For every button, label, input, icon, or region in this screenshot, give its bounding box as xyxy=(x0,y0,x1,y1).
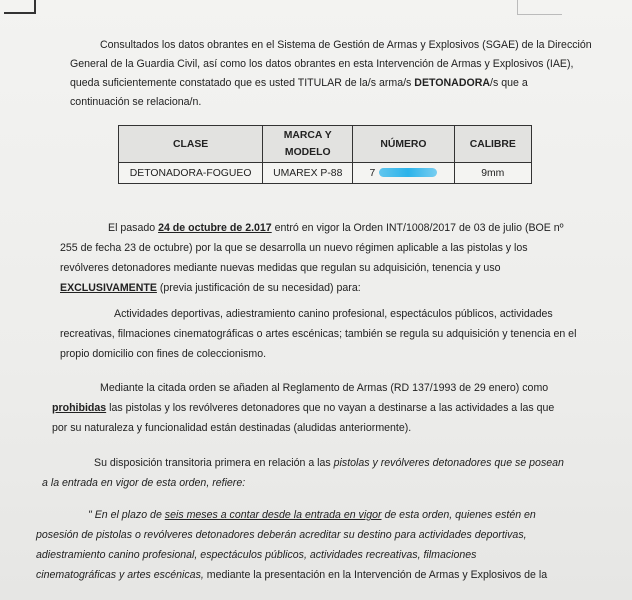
paragraph-orden xyxy=(60,218,590,298)
table-header-row xyxy=(119,126,532,163)
intro-paragraph xyxy=(70,35,610,112)
paragraph-line: Mediante la citada orden se añaden al Reglamento de Armas (RD 137/1993 de 29 enero) como xyxy=(100,382,549,394)
header-clase: CLASE xyxy=(119,126,263,163)
quote-paragraph xyxy=(36,505,612,585)
paragraph-actividades xyxy=(60,304,590,364)
paragraph-line: Actividades deportivas, adiestramiento canino profesional, espectáculos públicos, actividades xyxy=(114,308,553,320)
header-box-edge xyxy=(517,0,562,15)
paragraph-line: 255 de fecha 23 de octubre) por la que se desarrolla un nuevo régimen aplicable a las pistolas y los xyxy=(60,242,528,254)
header-numero: NÚMERO xyxy=(353,126,454,163)
paragraph-line: Su disposición transitoria primera en relación a las pistolas y revólveres detonadores que se posean xyxy=(94,457,564,469)
header-marca: MARCA Y MODELO xyxy=(263,126,353,163)
table-row xyxy=(119,163,532,184)
intro-line: Consultados los datos obrantes en el Sistema de Gestión de Armas y Explosivos (SGAE) de la Dirección xyxy=(100,39,592,51)
paragraph-line: prohibidas las pistolas y los revólveres detonadores que no vayan a destinarse a las actividades a las que xyxy=(52,402,555,414)
quote-line: posesión de pistolas o revólveres detonadores deberán acreditar su destino para actividades deportivas, xyxy=(36,529,527,541)
quote-line: cinematográficas y artes escénicas, mediante la presentación en la Intervención de Armas y Explosivos de la xyxy=(36,569,548,581)
paragraph-line: a la entrada en vigor de esta orden, refiere: xyxy=(42,477,246,489)
redaction-mark xyxy=(379,168,437,177)
cell-clase: DETONADORA-FOGUEO xyxy=(119,163,263,184)
arms-table xyxy=(118,125,532,184)
quote-line: " En el plazo de seis meses a contar desde la entrada en vigor de esta orden, quienes estén en xyxy=(88,509,536,521)
corner-bracket xyxy=(4,0,36,14)
cell-calibre: 9mm xyxy=(454,163,531,184)
cell-numero: 7 xyxy=(353,163,454,184)
paragraph-line: por su naturaleza y funcionalidad están destinadas (aludidas anteriormente). xyxy=(52,422,412,434)
paragraph-transitoria xyxy=(42,453,602,493)
intro-line: queda suficientemente constatado que es usted TITULAR de la/s arma/s DETONADORA/s que a xyxy=(70,77,528,89)
paragraph-line: revólveres detonadores mediante nuevas medidas que regulan su adquisición, tenencia y uso xyxy=(60,262,501,274)
paragraph-line: El pasado 24 de octubre de 2.017 entró en vigor la Orden INT/1008/2017 de 03 de julio (BOE nº xyxy=(108,222,564,234)
intro-line: General de la Guardia Civil, así como los datos obrantes en esta Intervención de Armas y Explosivos (IAE), xyxy=(70,58,574,70)
quote-line: adiestramiento canino profesional, espectáculos públicos, actividades recreativas, filmaciones xyxy=(36,549,477,561)
paragraph-line: propio domicilio con fines de coleccionismo. xyxy=(60,348,267,360)
paragraph-reglamento xyxy=(52,378,590,438)
paragraph-line: EXCLUSIVAMENTE (previa justificación de su necesidad) para: xyxy=(60,282,361,294)
header-calibre: CALIBRE xyxy=(454,126,531,163)
paragraph-line: recreativas, filmaciones cinematográficas o artes escénicas; también se regula su adquisición y tenencia en el xyxy=(60,328,577,340)
cell-marca: UMAREX P-88 xyxy=(263,163,353,184)
intro-line: continuación se relaciona/n. xyxy=(70,96,202,108)
